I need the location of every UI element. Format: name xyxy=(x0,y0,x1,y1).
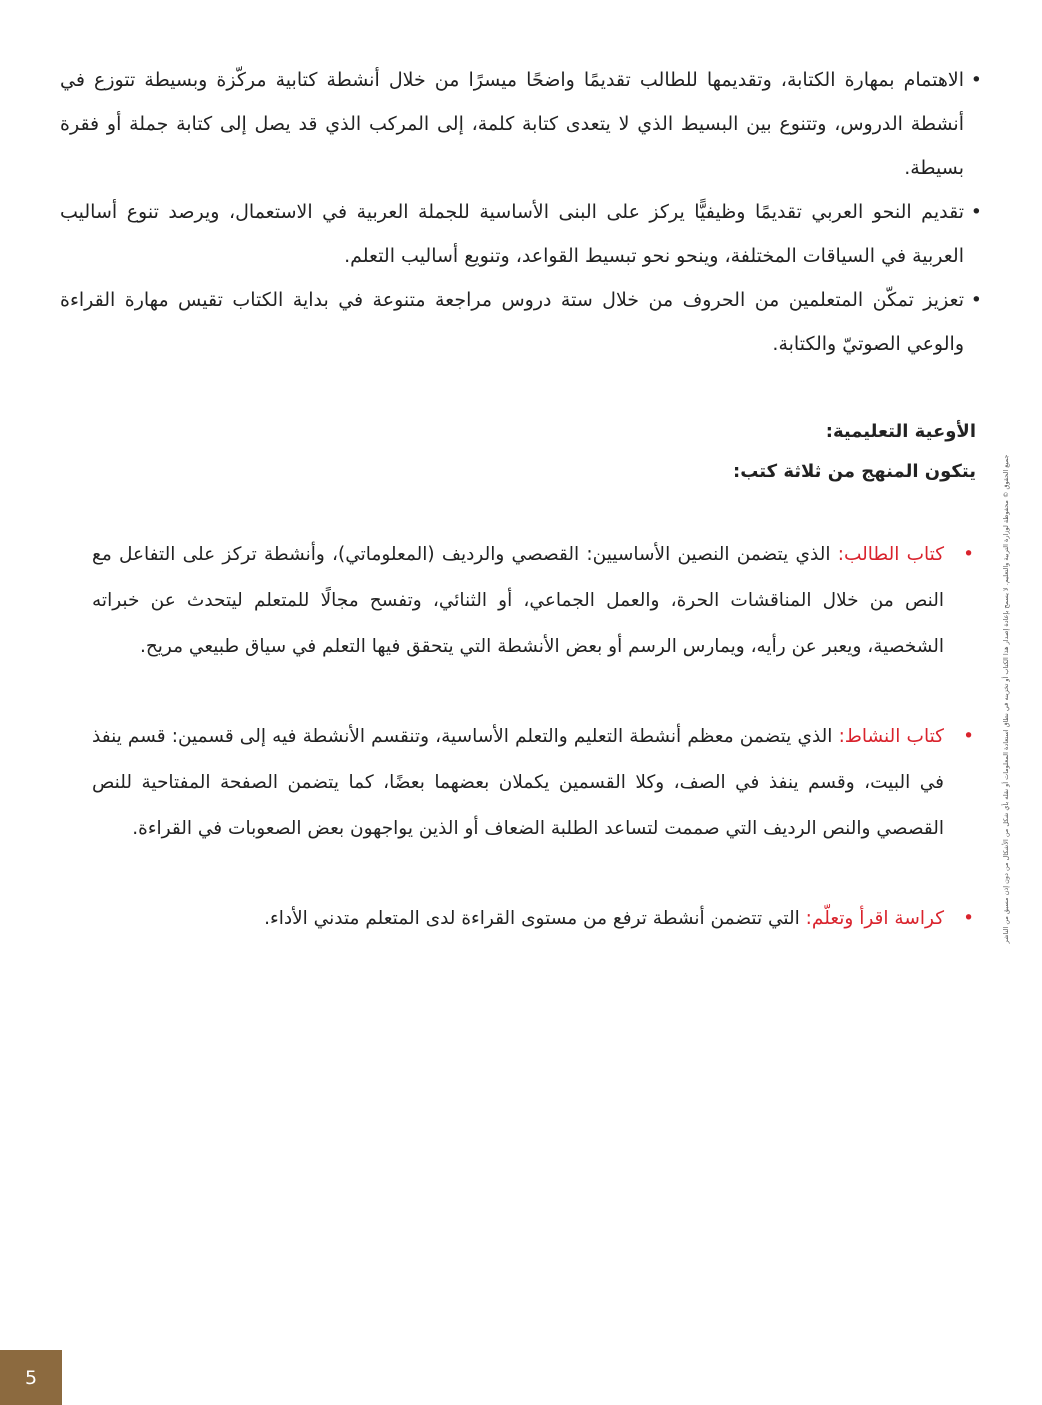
book-name: كتاب النشاط: xyxy=(838,726,944,747)
section-subtitle: يتكون المنهج من ثلاثة كتب: xyxy=(733,461,976,482)
books-list xyxy=(60,532,976,942)
page-number: 5 xyxy=(0,1350,62,1405)
copyright-text: جميع الحقوق © محفوظة لوزارة التربية والتعليم. لا يسمح بإعادة إصدار هذا الكتاب أو تخزينه في نطاق استعادة المعلومات أو نقله بأي شكل من الأشكال من دون إذن مسبق من الناشر xyxy=(1002,454,1010,944)
copyright-side-note xyxy=(986,290,1010,1120)
book-name: كتاب الطالب: xyxy=(837,544,945,565)
intro-bullet: • تقديم النحو العربي تقديمًا وظيفيًّا يركز على البنى الأساسية للجملة العربية في الاستعمال، ويرصد تنوع أساليب العربية في السياقات المختلفة، وينحو نحو تبسيط القواعد، وتنويع أساليب التعلم. xyxy=(60,190,976,278)
book-description: التي تتضمن أنشطة ترفع من مستوى القراءة لدى المتعلم متدني الأداء. xyxy=(264,908,806,929)
book-description: الذي يتضمن النصين الأساسيين: القصصي والرديف (المعلوماتي)، وأنشطة تركز على التفاعل مع النص من خلال المناقشات الحرة، والعمل الجماعي، أو الثنائي، وتفسح مجالًا للمتعلم ليتحدث عن خبراته الشخصية، ويعبر عن رأيه، ويمارس الرسم أو بعض الأنشطة التي يتحقق فيها التعلم في سياق طبيعي مريح. xyxy=(92,544,944,657)
intro-bullet-list xyxy=(60,58,976,366)
book-item-student xyxy=(92,532,944,670)
book-name: كراسة اقرأ وتعلّم: xyxy=(805,908,944,929)
book-item-read-learn xyxy=(92,896,944,942)
intro-bullet: • الاهتمام بمهارة الكتابة، وتقديمها للطالب تقديمًا واضحًا ميسرًا من خلال أنشطة كتابية مركّزة وبسيطة تتوزع في أنشطة الدروس، وتتنوع بين البسيط الذي لا يتعدى كتابة كلمة، إلى المركب الذي قد يصل إلى كتابة جملة أو فقرة بسيطة. xyxy=(60,58,976,190)
book-item-activity xyxy=(92,714,944,852)
intro-bullet: • تعزيز تمكّن المتعلمين من الحروف من خلال ستة دروس مراجعة متنوعة في بداية الكتاب تقيس مهارة القراءة والوعي الصوتيّ والكتابة. xyxy=(60,278,976,366)
book-description: الذي يتضمن معظم أنشطة التعليم والتعلم الأساسية، وتنقسم الأنشطة فيه إلى قسمين: قسم ينفذ في البيت، وقسم ينفذ في الصف، وكلا القسمين يكملان بعضهما بعضًا، كما يتضمن الصفحة المفتاحية للنص القصصي والنص الرديف التي صممت لتساعد الطلبة الضعاف أو الذين يواجهون بعض الصعوبات في القراءة. xyxy=(92,726,944,839)
page-content xyxy=(60,58,976,986)
section-title: الأوعية التعليمية: xyxy=(825,421,976,442)
